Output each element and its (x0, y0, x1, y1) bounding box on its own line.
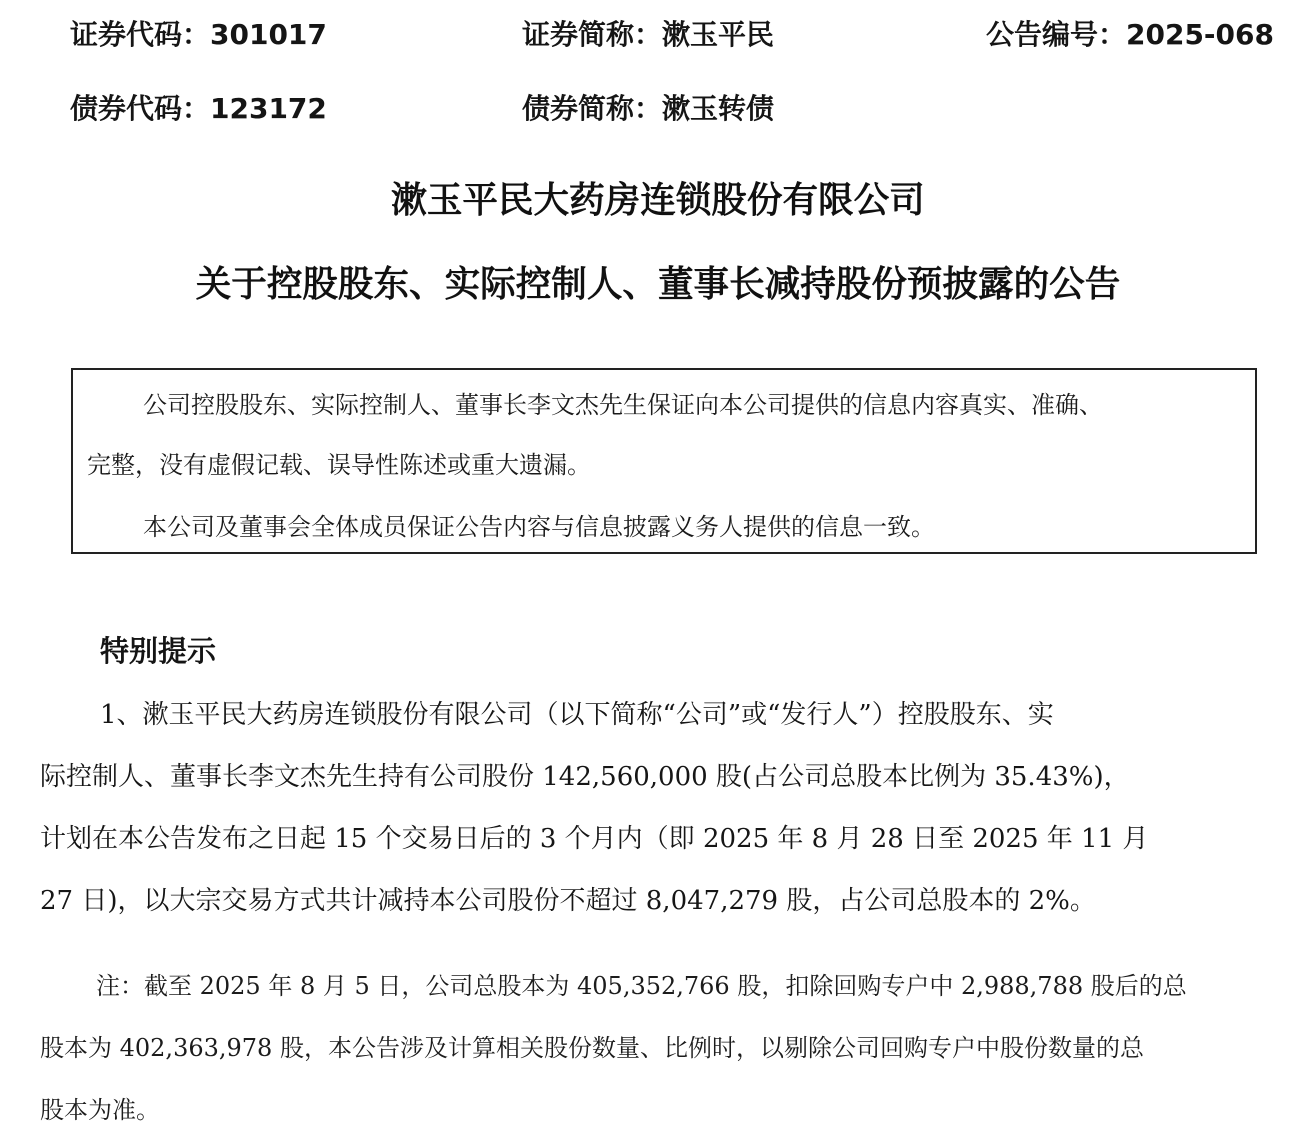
bond-name: 债券简称：漱玉转债 (522, 92, 775, 125)
assurance-notice-box (71, 368, 1257, 554)
stock-name: 证券简称：漱玉平民 (522, 18, 775, 51)
announcement-title: 关于控股股东、实际控制人、董事长减持股份预披露的公告 (195, 264, 1121, 305)
bond-code: 债券代码：123172 (70, 92, 327, 125)
company-title: 漱玉平民大药房连锁股份有限公司 (391, 180, 925, 221)
stock-code: 证券代码：301017 (70, 18, 327, 51)
notice-line: 完整，没有虚假记载、误导性陈述或重大遗漏。 (87, 451, 591, 479)
note-line: 股本为 402,363,978 股，本公告涉及计算相关股份数量、比例时，以剔除公司回购专户中股份数量的总 (40, 1034, 1144, 1062)
item1-line: 计划在本公告发布之日起 15 个交易日后的 3 个月内（即 2025 年 8 月 28 日至 2025 年 11 月 (40, 824, 1149, 854)
item1-line: 27 日)，以大宗交易方式共计减持本公司股份不超过 8,047,279 股，占公司总股本的 2%。 (40, 886, 1096, 916)
note-line: 股本为准。 (40, 1096, 160, 1124)
special-notice-heading: 特别提示 (100, 634, 217, 668)
announcement-number: 公告编号：2025-068 (986, 18, 1274, 51)
item1-line: 1、漱玉平民大药房连锁股份有限公司（以下简称“公司”或“发行人”）控股股东、实 (100, 700, 1054, 730)
note-line: 注：截至 2025 年 8 月 5 日，公司总股本为 405,352,766 股，扣除回购专户中 2,988,788 股后的总 (96, 972, 1187, 1000)
notice-line: 公司控股股东、实际控制人、董事长李文杰先生保证向本公司提供的信息内容真实、准确、 (143, 391, 1103, 419)
item1-line: 际控制人、董事长李文杰先生持有公司股份 142,560,000 股(占公司总股本比例为 35.43%)， (40, 762, 1130, 792)
notice-line: 本公司及董事会全体成员保证公告内容与信息披露义务人提供的信息一致。 (143, 513, 935, 541)
